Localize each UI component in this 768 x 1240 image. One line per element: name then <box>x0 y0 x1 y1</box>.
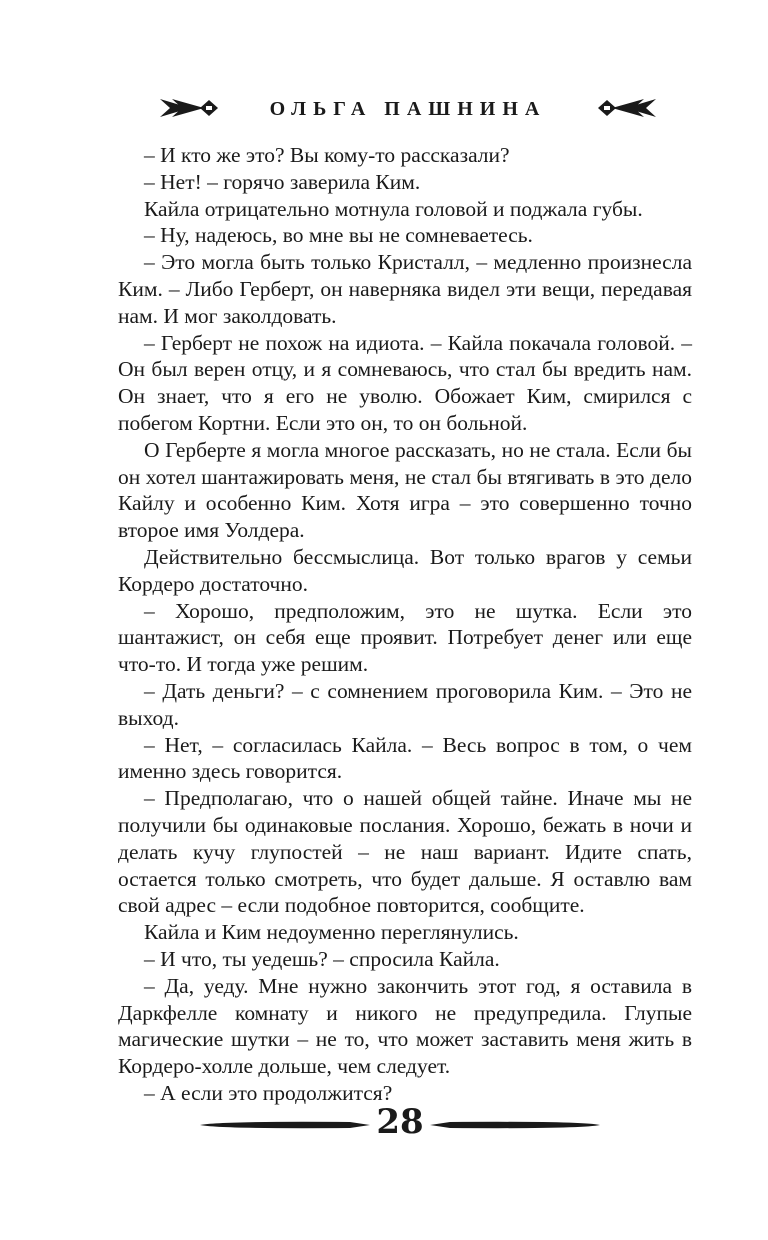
paragraph: – И кто же это? Вы кому-то рассказали? <box>144 143 510 167</box>
running-header <box>160 88 656 130</box>
page-footer <box>200 1100 600 1150</box>
paragraph: – Да, уеду. Мне нужно закончить этот год, я оставила в Даркфелле комнату и никого не предупредила. Глупые магические шутки – не то, что может заставить меня жить в Кордеро-холле дольше, чем следует. <box>118 973 692 1079</box>
paragraph: – Нет! – горячо заверила Ким. <box>144 169 421 194</box>
ornament-right-icon <box>598 96 656 120</box>
paragraph: – Дать деньги? – с сомнением проговорила Ким. – Это не выход. <box>118 678 692 730</box>
body-text <box>118 142 692 1107</box>
paragraph: – Хорошо, предположим, это не шутка. Если это шантажист, он себя еще проявит. Потребует денег или еще что-то. И тогда уже решим. <box>118 598 692 677</box>
page-number: 28 <box>376 1102 424 1142</box>
author-name: ОЛЬГА ПАШНИНА <box>269 98 547 120</box>
paragraph: Кайла и Ким недоуменно переглянулись. <box>144 920 519 945</box>
paragraph: Действительно бессмыслица. Вот только врагов у семьи Кордеро достаточно. <box>118 544 692 596</box>
paragraph: О Герберте я могла многое рассказать, но не стала. Если бы он хотел шантажировать меня, не стал бы втягивать в это дело Кайлу и особенно Ким. Хотя игра – это совершенно точно второе имя Уолдера. <box>118 437 692 543</box>
paragraph: Кайла отрицательно мотнула головой и поджала губы. <box>144 196 643 221</box>
ornament-left-icon <box>160 96 218 120</box>
paragraph: – И что, ты уедешь? – спросила Кайла. <box>144 946 500 971</box>
paragraph: – Герберт не похож на идиота. – Кайла покачала головой. – Он был верен отцу, и я сомневаюсь, что стал бы вредить нам. Он знает, что я его не уволю. Обожает Ким, смирился с побегом Кортни. Если это он, то он больной. <box>118 330 692 435</box>
paragraph: – Ну, надеюсь, во мне вы не сомневаетесь. <box>144 223 533 248</box>
paragraph: – Нет, – согласилась Кайла. – Весь вопрос в том, о чем именно здесь говорится. <box>118 732 692 784</box>
paragraph: – А если это продолжится? <box>144 1080 393 1105</box>
paragraph: – Предполагаю, что о нашей общей тайне. Иначе мы не получили бы одинаковые послания. Хорошо, бежать в ночи и делать кучу глупостей – не наш вариант. Идите спать, остается только смотреть, что будет дальше. Я оставлю вам свой адрес – если подобное повторится, сообщите. <box>118 786 692 918</box>
footer-rule-right-icon <box>430 1118 600 1132</box>
footer-rule-left-icon <box>200 1118 370 1132</box>
paragraph: – Это могла быть только Кристалл, – медленно произнесла Ким. – Либо Герберт, он наверняка видел эти вещи, передавая нам. И мог заколдовать. <box>118 250 692 328</box>
